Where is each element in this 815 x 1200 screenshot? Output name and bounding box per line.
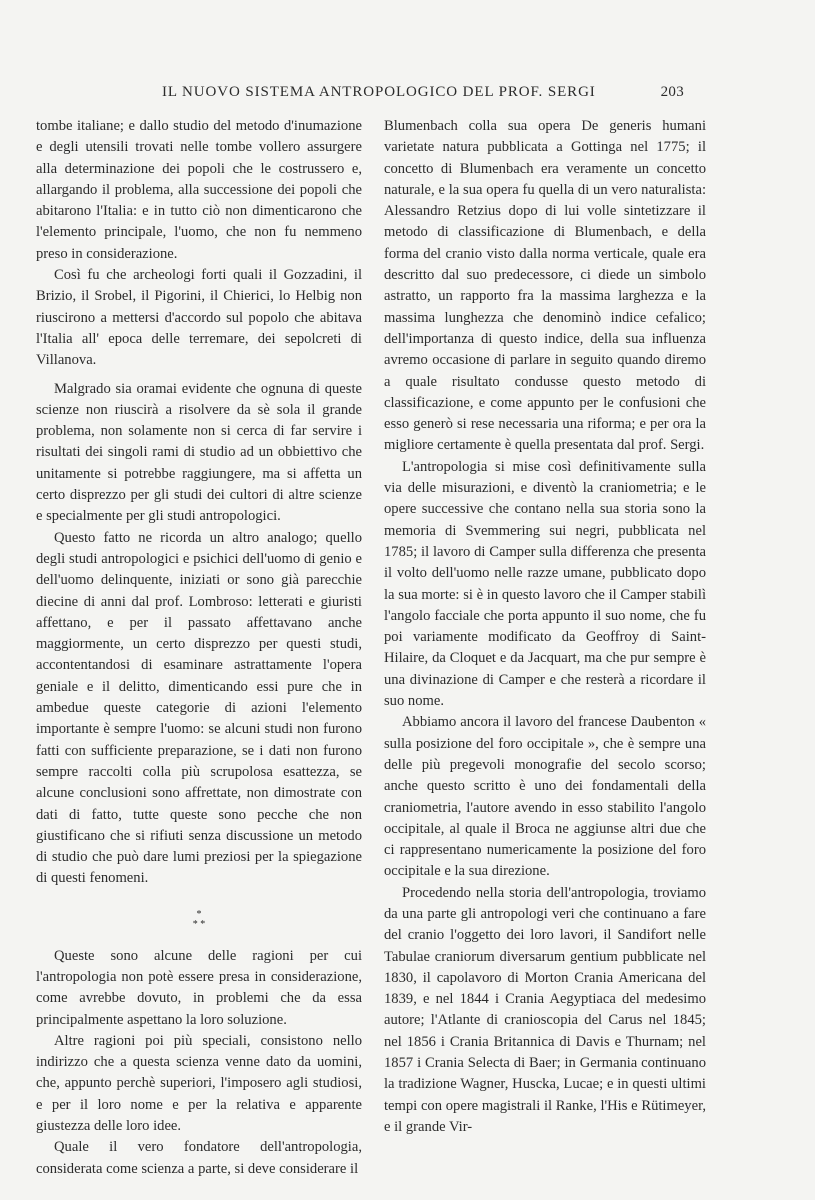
separator-asterisks: * * <box>192 918 206 930</box>
paragraph: tombe italiane; e dallo studio del metodo d'inumazione e degli utensili trovati nelle tombe vollero assurgere alla determinazione dei popoli che le costrussero e, allargando il problema, alla successione dei popoli che abitarono l'Italia: e in tutto ciò non dimenticarono che l'elemento principale, l'uomo, che non fu nemmeno preso in considerazione. <box>36 118 362 262</box>
paragraph: Così fu che archeologi forti quali il Gozzadini, il Brizio, il Srobel, il Pigorini, il Chierici, lo Helbig non riuscirono a mettersi d'accordo sul popolo che abitava l'Italia all' epoca delle terremare, dei sepolcreti di Villanova. <box>36 267 362 369</box>
paragraph: Malgrado sia oramai evidente che ognuna di queste scienze non riuscirà a risolvere da sè sola il grande problema, non solamente non si cerca di far servire i risultati dei singoli rami di studio ad un obbiettivo che unitamente si potrebbe raggiungere, ma si affetta un certo disprezzo per gli studi dei cultori di altre scienze e specialmente per gli studi antropologici. <box>36 380 362 525</box>
paragraph: Procedendo nella storia dell'antropologia, troviamo da una parte gli antropologi veri che continuano a fare del cranio l'oggetto dei loro lavori, il Sandifort nelle Tabulae craniorum diversarum gentium pubblicate nel 1830, il capolavoro di Morton Crania Americana del 1839, e nel 1844 i Crania Aegyptiaca del medesimo autore; l'Atlante di cranioscopia del Carus nel 1845; nel 1856 i Crania Britannica di Davis e Thurnam; nel 1857 i Crania Selecta di Baer; in Germania continuano la tradizione Wagner, Huscka, Lucae; e in questi ultimi tempi con opere magistrali il Ranke, l'His e Rütimeyer, e il grande Vir- <box>384 884 706 1135</box>
paragraph: Queste sono alcune delle ragioni per cui l'antropologia non potè essere presa in considerazione, come avrebbe dovuto, in problemi che da essa principalmente aspettano la loro soluzione. <box>36 947 362 1028</box>
section-separator <box>36 910 362 930</box>
right-column <box>384 116 706 1138</box>
separator-asterisk: * <box>196 908 202 920</box>
paragraph: L'antropologia si mise così definitivamente sulla via delle misurazioni, e diventò la craniometria; e le opere successive che contano nella sua storia sono la memoria di Svemmering sui negri, pubblicata nel 1785; il lavoro di Camper sulla differenza che presenta il volto dell'uomo nelle razze umane, pubblicato dopo la sua morte: si è in questo lavoro che il Camper stabilì l'angolo facciale che porta appunto il suo nome, che fu poi variamente modificato da Geoffroy di Saint-Hilaire, da Cloquet e da Jacquart, ma che pur sempre è una divinazione di Camper e che resterà a ricordare il suo nome. <box>384 458 706 710</box>
paragraph: Quale il vero fondatore dell'antropologia, considerata come scienza a parte, si deve considerare il <box>36 1139 362 1177</box>
running-title: IL NUOVO SISTEMA ANTROPOLOGICO DEL PROF. SERGI <box>162 84 596 100</box>
running-header <box>162 84 684 101</box>
page-number: 203 <box>660 84 684 100</box>
paragraph: Altre ragioni poi più speciali, consistono nello indirizzo che a questa scienza venne dato da uomini, che, appunto perchè superiori, l'imposero agli studiosi, e per il loro nome e per la relativa e apparente giustezza delle loro idee. <box>36 1032 362 1135</box>
paragraph: Abbiamo ancora il lavoro del francese Daubenton « sulla posizione del foro occipitale », che è sempre una delle più pregevoli monografie del secolo scorso; anche questo scritto è uno dei fondamentali della craniometria, l'autore avendo in esso stabilito l'angolo occipitale, al quale il Broca ne aggiunse altri due che ci rappresentano numericamente la posizione del foro occipitale e la sua direzione. <box>384 714 706 880</box>
left-column <box>36 116 362 1180</box>
paragraph: Questo fatto ne ricorda un altro analogo; quello degli studi antropologici e psichici dell'uomo di genio e dell'uomo delinquente, iniziati or sono già parecchie diecine di anni dal prof. Lombroso: letterati e giuristi affettano, e per il passato affettavano anche maggiormente, un certo disprezzo per questi studi, accontentandosi di esaminare astrattamente l'opera geniale e il delitto, dimenticando essi pure che in ambedue queste categorie di azioni l'elemento importante è sempre l'uomo: se alcuni studi non furono fatti con sufficiente preparazione, se i dati non furono sempre raccolti colla più scrupolosa esattezza, se alcune conclusioni sono affrettate, non dimostrate con dati di fatto, tutte queste sono pecche che non giustificano che si rifiuti senza discussione un metodo di studio che può dare lumi preziosi per la spiegazione di questi fenomeni. <box>36 529 362 887</box>
paragraph: Blumenbach colla sua opera De generis humani varietate natura pubblicata a Gottinga nel 1775; il concetto di Blumenbach era veramente un concetto naturale, e la sua opera fu quella di un vero naturalista: Alessandro Retzius dopo di lui volle sintetizzare il metodo di classificazione di Blumenbach, e della forma del cranio visto dalla norma verticale, quale era descritto dal suo predecessore, ci diede un simbolo astratto, un rapporto fra la massima larghezza e la massima lunghezza che denominò indice cefalico; dell'importanza di questo indice, della sua influenza avremo occasione di parlare in seguito quando diremo a quale risultato condusse questo metodo di classificazione, e come appunto per le confusioni che esso generò si rese necessaria una riforma; e per ora la migliore certamente è quella presentata dal prof. Sergi. <box>384 118 706 454</box>
